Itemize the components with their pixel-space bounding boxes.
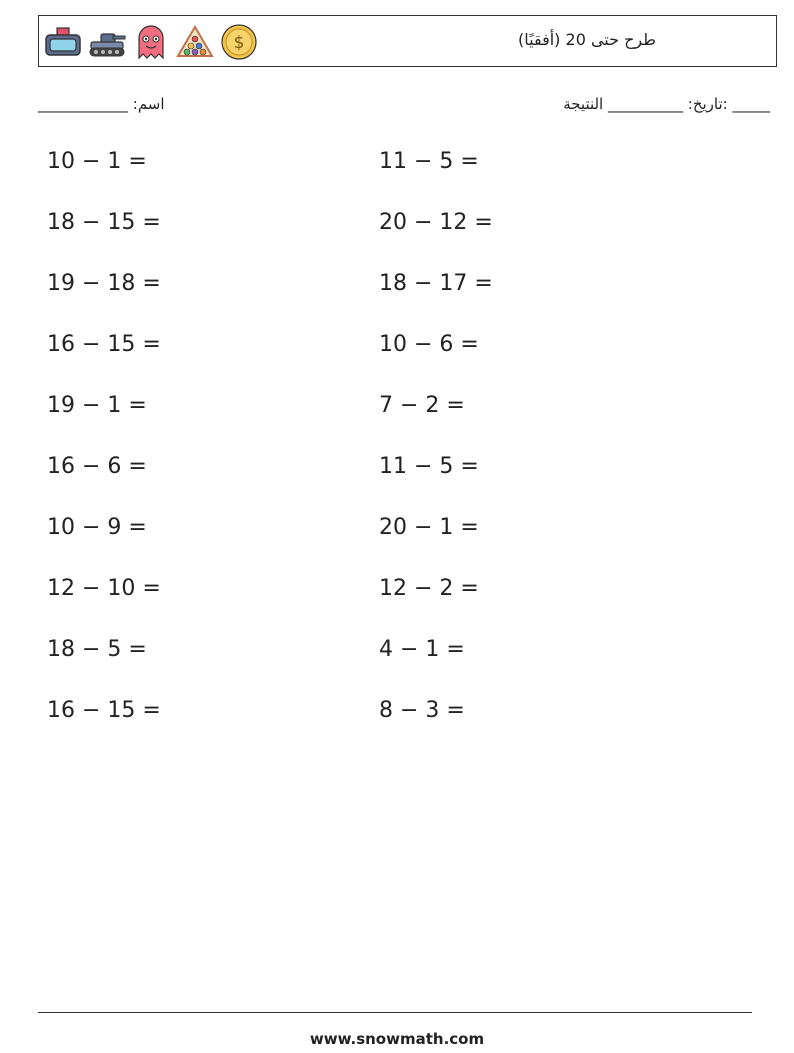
problem-row	[0, 314, 794, 375]
problem-row	[0, 253, 794, 314]
problem: 4 − 1 =	[379, 637, 465, 662]
footer-divider	[38, 1012, 752, 1013]
problem: 10 − 9 =	[47, 515, 147, 540]
problem-row	[0, 619, 794, 680]
billiard-rack-icon	[175, 22, 215, 62]
problem: 16 − 6 =	[47, 454, 147, 479]
problem: 12 − 2 =	[379, 576, 479, 601]
problem: 19 − 18 =	[47, 271, 161, 296]
footer-url[interactable]: www.snowmath.com	[309, 1030, 485, 1048]
name-line: اسم: ____________	[38, 95, 165, 113]
problem: 11 − 5 =	[379, 454, 479, 479]
problem: 10 − 6 =	[379, 332, 479, 357]
problem: 18 − 5 =	[47, 637, 147, 662]
problem-row	[0, 436, 794, 497]
svg-text:$: $	[233, 33, 245, 53]
problem: 8 − 3 =	[379, 698, 465, 723]
problem-row	[0, 497, 794, 558]
problem-row	[0, 131, 794, 192]
problem: 19 − 1 =	[47, 393, 147, 418]
ghost-icon	[131, 22, 171, 62]
problem: 16 − 15 =	[47, 698, 161, 723]
problem: 18 − 15 =	[47, 210, 161, 235]
problem: 10 − 1 =	[47, 149, 147, 174]
vr-headset-icon	[43, 22, 83, 62]
problem: 20 − 12 =	[379, 210, 493, 235]
problem-grid	[0, 131, 794, 741]
problem-row	[0, 680, 794, 741]
problem: 20 − 1 =	[379, 515, 479, 540]
problem: 7 − 2 =	[379, 393, 465, 418]
dollar-coin-icon	[219, 22, 259, 62]
date-score-line: _____ :تاريخ: __________ النتيجة	[563, 95, 770, 113]
problem-row	[0, 375, 794, 436]
problem-row	[0, 558, 794, 619]
worksheet-title: طرح حتى 20 (أفقيًا)	[518, 30, 656, 49]
icon-strip	[43, 20, 259, 64]
problem: 18 − 17 =	[379, 271, 493, 296]
worksheet-header	[38, 15, 777, 67]
problem-row	[0, 192, 794, 253]
tank-icon	[87, 22, 127, 62]
problem: 12 − 10 =	[47, 576, 161, 601]
problem: 16 − 15 =	[47, 332, 161, 357]
problem: 11 − 5 =	[379, 149, 479, 174]
